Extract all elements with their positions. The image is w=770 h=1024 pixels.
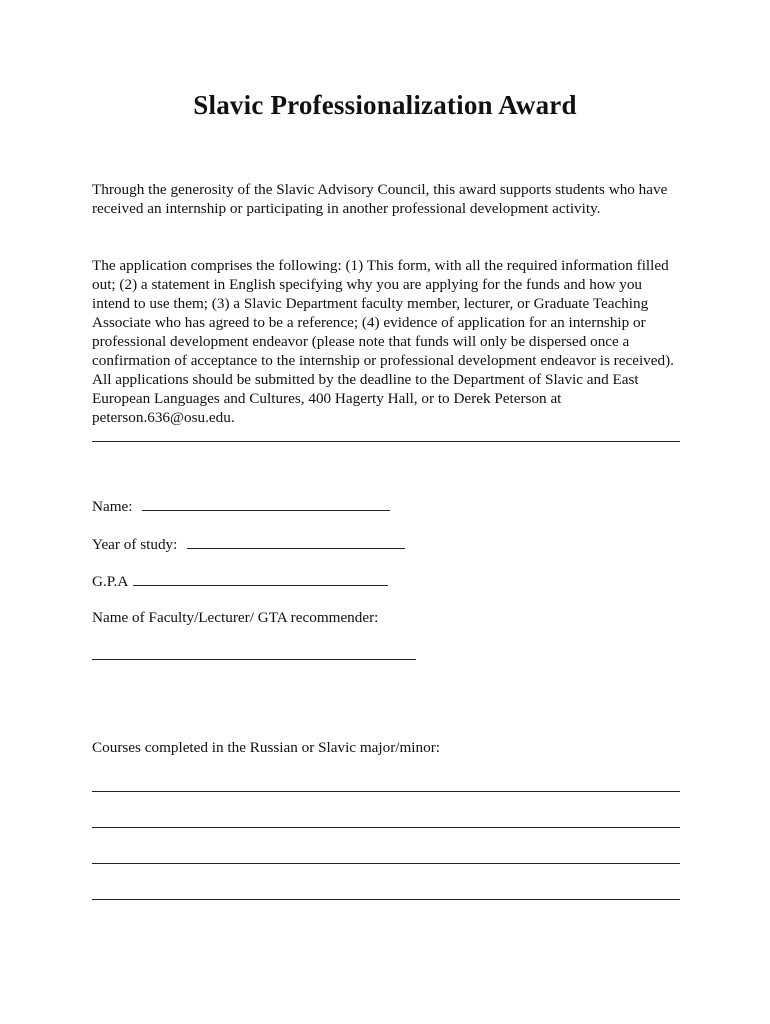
courses-line-2-field — [92, 813, 680, 833]
courses-input-line[interactable] — [92, 849, 680, 864]
gpa-label: G.P.A — [92, 573, 128, 590]
courses-label: Courses completed in the Russian or Slavic major/minor: — [92, 739, 440, 756]
recommender-field — [92, 645, 416, 665]
gpa-field — [92, 571, 388, 591]
year-of-study-field — [92, 534, 405, 554]
recommender-input-line[interactable] — [92, 645, 416, 660]
page-title: Slavic Professionalization Award — [193, 90, 577, 120]
name-label: Name: — [92, 498, 133, 515]
year-of-study-label: Year of study: — [92, 536, 178, 553]
name-input-line[interactable] — [142, 496, 390, 511]
courses-line-1-field — [92, 777, 680, 797]
courses-input-line[interactable] — [92, 813, 680, 828]
year-of-study-input-line[interactable] — [187, 534, 405, 549]
application-paragraph: The application comprises the following: (1) This form, with all the required information filled out; (2) a statement in English specifying why you are applying for the funds and how you intend to use them; (3) a Slavic Department faculty member, lecturer, or Graduate Teaching Associate who has agreed to be a reference; (4) evidence of application for an internship or professional development endeavor (please note that funds will only be dispersed once a confirmation of acceptance to the internship or professional development endeavor is received). All applications should be submitted by the deadline to the Department of Slavic and East European Languages and Cultures, 400 Hagerty Hall, or to Derek Peterson at peterson.636@osu.edu. — [92, 257, 674, 426]
gpa-input-line[interactable] — [133, 571, 388, 586]
section-divider — [92, 441, 680, 442]
recommender-label: Name of Faculty/Lecturer/ GTA recommender: — [92, 609, 379, 626]
intro-paragraph: Through the generosity of the Slavic Advisory Council, this award supports students who have received an internship or participating in another professional development activity. — [92, 181, 668, 217]
name-field — [92, 496, 390, 516]
courses-input-line[interactable] — [92, 885, 680, 900]
courses-line-3-field — [92, 849, 680, 869]
courses-line-4-field — [92, 885, 680, 905]
courses-input-line[interactable] — [92, 777, 680, 792]
